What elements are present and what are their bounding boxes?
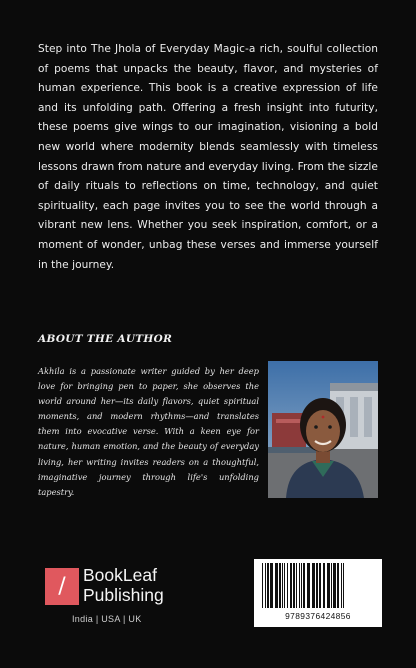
back-cover-blurb: Step into The Jhola of Everyday Magic-a rich, soulful collection of poems that unpacks the beauty, flavor, and mysteries of human experience. This book is a creative expression of life and its unfolding path. Offering a fresh insight into futurity, these poems give wings to our imagination, visioning a bold new world where modernity blends seamlessly with timeless lessons drawn from nature and everyday living. From the sizzle of daily rituals to reflections on time, technology, and quiet spirituality, each page invites you to see the world through a vibrant new lens. Whether you seek inspiration, comfort, or a moment of wonder, unbag these verses and immerse yourself in the journey.	[38, 43, 378, 271]
barcode-bar	[331, 563, 332, 608]
about-author-heading: ABOUT THE AUTHOR	[38, 333, 173, 345]
barcode-bar	[312, 563, 315, 608]
barcode-bar	[343, 563, 344, 608]
publisher-regions: India | USA | UK	[72, 614, 142, 624]
barcode-bar	[337, 563, 339, 608]
barcode-bar	[319, 563, 321, 608]
barcode-bar	[316, 563, 318, 608]
barcode-bar	[307, 563, 310, 608]
publisher-name-line1: BookLeaf	[83, 565, 157, 585]
barcode-bars	[260, 563, 376, 608]
author-photo	[268, 361, 378, 498]
barcode-bar	[282, 563, 283, 608]
barcode-bar	[287, 563, 288, 608]
barcode-bar	[301, 563, 302, 608]
barcode-bar	[333, 563, 336, 608]
barcode-bar	[284, 563, 285, 608]
barcode-bar	[290, 563, 292, 608]
barcode-bar	[265, 563, 266, 608]
isbn-number: 9789376424856	[285, 611, 351, 621]
barcode-bar	[341, 563, 342, 608]
publisher-logo-mark: /	[45, 568, 79, 605]
barcode-bar	[275, 563, 278, 608]
barcode-bar	[323, 563, 325, 608]
barcode-bar	[262, 563, 263, 608]
publisher-logo	[45, 566, 185, 628]
isbn-barcode	[254, 559, 382, 627]
barcode-bar	[279, 563, 281, 608]
barcode-bar	[293, 563, 295, 608]
publisher-name-line2: Publishing	[83, 585, 164, 605]
barcode-bar	[270, 563, 273, 608]
barcode-bar	[299, 563, 300, 608]
barcode-bar	[296, 563, 297, 608]
barcode-bar	[327, 563, 330, 608]
barcode-bar	[303, 563, 305, 608]
author-bio: Akhila is a passionate writer guided by her deep love for bringing pen to paper, she observes the world around her—its daily flavors, quiet spiritual moments, and modern rhythms—and translates them into evocative verse. With a keen eye for nature, human emotion, and the beauty of everyday living, her writing invites readers on a thoughtful, imaginative journey through life's unfolding tapestry.	[38, 366, 259, 497]
barcode-bar	[267, 563, 269, 608]
